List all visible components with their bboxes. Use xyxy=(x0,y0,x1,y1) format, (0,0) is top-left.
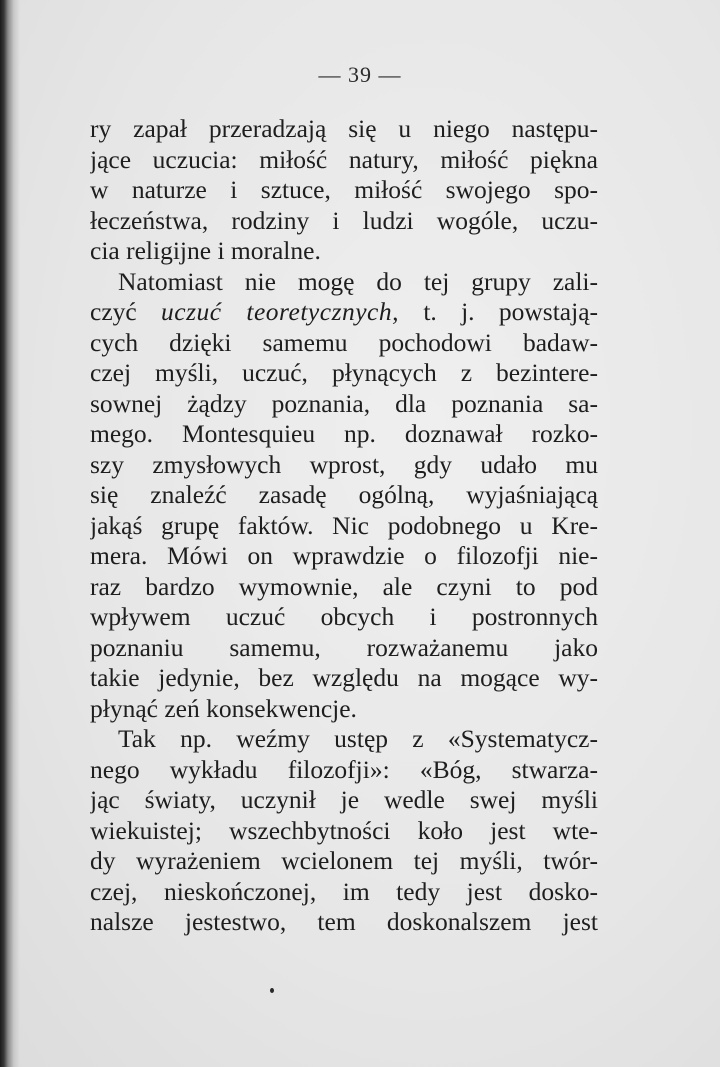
text-line: dy wyrażeniem wcielonem tej myśli, twór- xyxy=(90,846,598,875)
text-line: mego. Montesquieu np. doznawał rozko- xyxy=(90,419,598,448)
text-line: wpływem uczuć obcych i postronnych xyxy=(90,602,598,631)
text-line: się znaleźć zasadę ogólną, wyjaśniającą xyxy=(90,480,598,509)
text-line: jące uczucia: miłość natury, miłość piękna xyxy=(90,144,598,174)
text-line: Tak np. weźmy ustęp z «Systematycz- xyxy=(118,724,598,753)
text-fragment: t. j. powstają- xyxy=(423,297,598,326)
text-line: łeczeństwa, rodziny i ludzi wogóle, uczu- xyxy=(90,205,598,235)
text-line: jakąś grupę faktów. Nic podobnego u Kre- xyxy=(90,510,598,540)
text-line: jąc światy, uczynił je wedle swej myśli xyxy=(90,785,598,814)
text-line: wiekuistej; wszechbytności koło jest wte- xyxy=(90,815,598,845)
body-text xyxy=(90,114,598,938)
text-line: sownej żądzy poznania, dla poznania sa- xyxy=(90,388,598,418)
text-line-with-emphasis xyxy=(90,297,598,328)
text-fragment: czyć xyxy=(90,297,137,326)
text-line: płynąć zeń konsekwencje. xyxy=(90,693,357,723)
text-line: ry zapał przeradzają się u niego następu- xyxy=(90,114,598,143)
text-line: poznaniu samemu, rozważanemu jako xyxy=(90,632,598,662)
text-line: mera. Mówi on wprawdzie o filozofji nie- xyxy=(90,541,598,570)
text-line: nego wykładu filozofji»: «Bóg, stwarza- xyxy=(90,754,598,784)
text-line: cych dzięki samemu pochodowi badaw- xyxy=(90,327,598,357)
text-line: raz bardzo wymownie, ale czyni to pod xyxy=(90,571,598,601)
text-line: czej myśli, uczuć, płynących z bezintere- xyxy=(90,358,598,387)
text-line: cia religijne i moralne. xyxy=(90,236,321,265)
emphasized-phrase: uczuć teoretycznych, xyxy=(161,297,400,326)
text-line: szy zmysłowych wprost, gdy udało mu xyxy=(90,449,598,479)
page-number: — 39 — xyxy=(318,62,402,87)
text-line: nalsze jestestwo, tem doskonalszem jest xyxy=(90,907,598,936)
text-line: takie jedynie, bez względu na mogące wy- xyxy=(90,663,598,692)
book-binding-edge xyxy=(0,0,20,1067)
ink-speck xyxy=(270,988,274,993)
text-line: Natomiast nie mogę do tej grupy zali- xyxy=(118,266,598,296)
text-line: czej, nieskończonej, im tedy jest dosko- xyxy=(90,876,598,906)
text-line: w naturze i sztuce, miłość swojego spo- xyxy=(90,175,598,204)
